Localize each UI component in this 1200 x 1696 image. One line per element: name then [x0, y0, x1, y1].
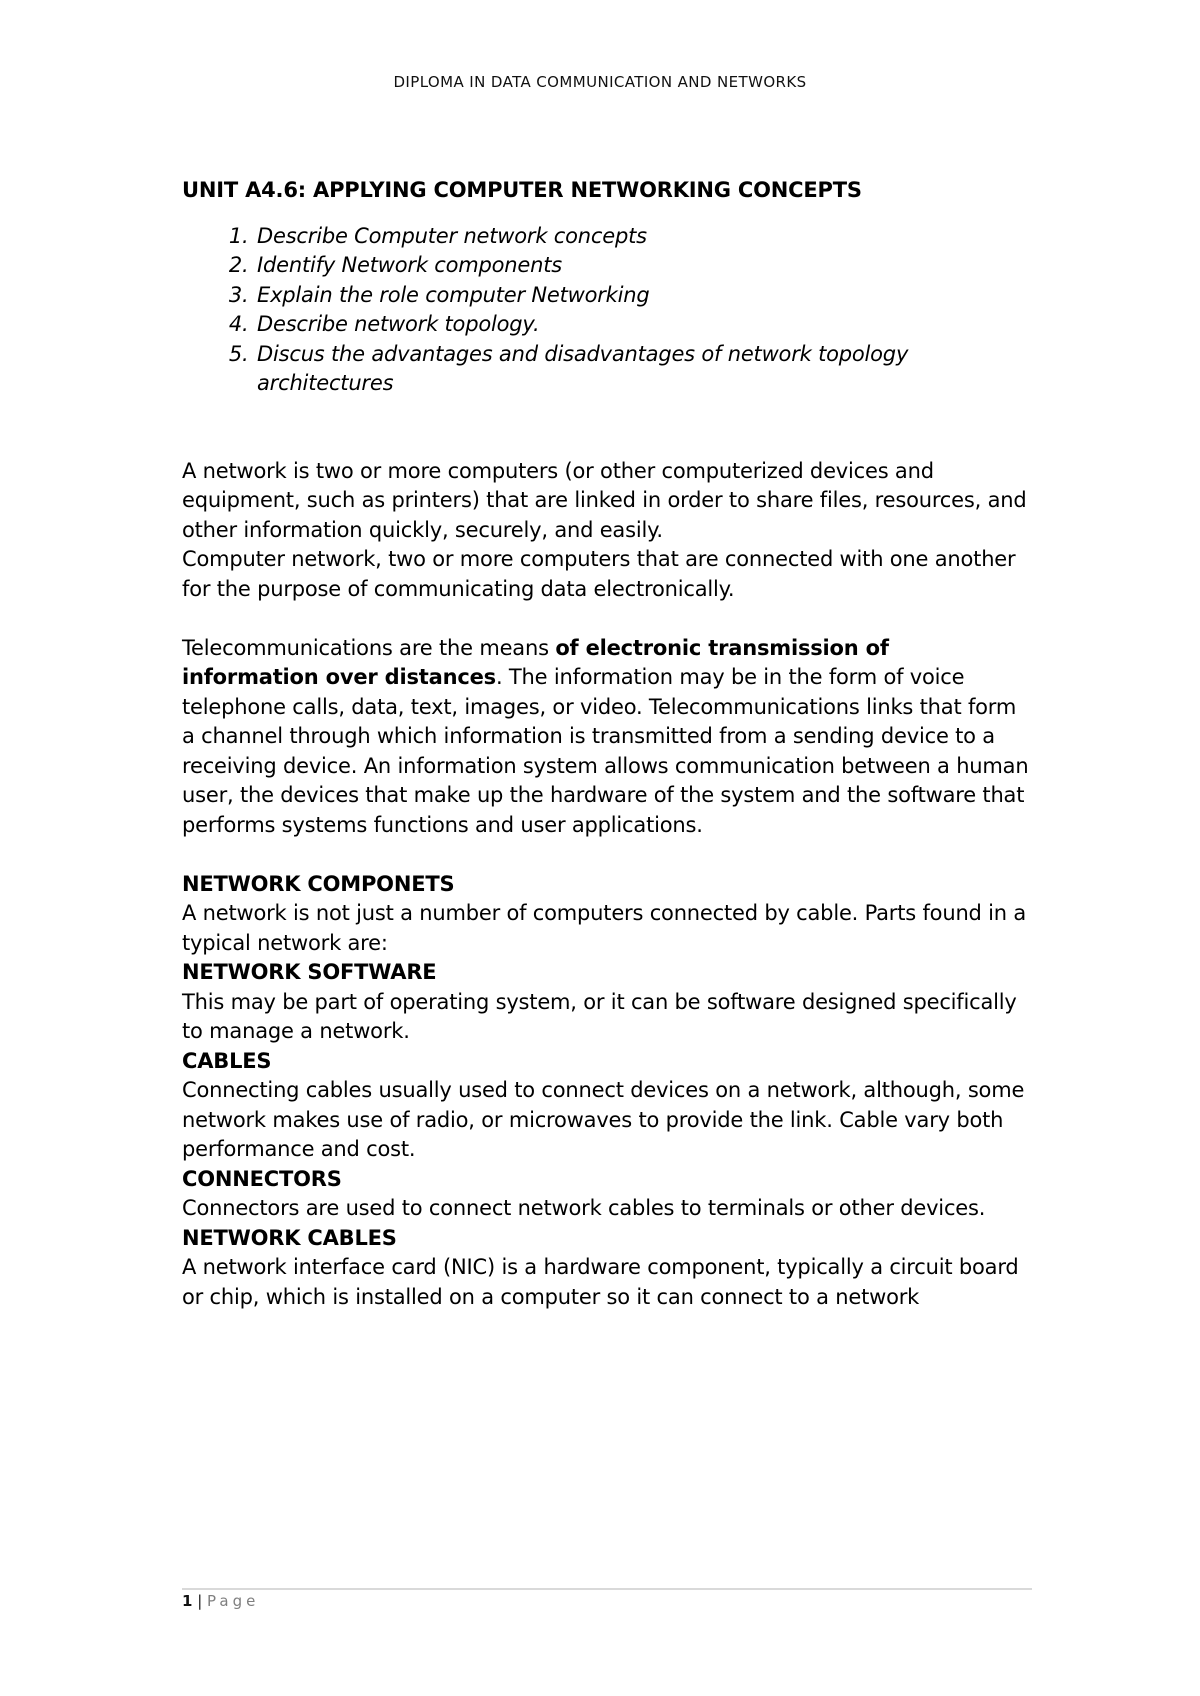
cables-text: Connecting cables usually used to connect devices on a network, although, some network makes use of radio, or microwaves to provide the link. Cable vary both performance and cost. — [182, 1078, 1025, 1161]
page-footer — [182, 1592, 259, 1610]
objective-item: 2. Identify Network components — [255, 251, 1032, 281]
intro-paragraph-2: Computer network, two or more computers that are connected with one another for the purpose of communicating data electronically. — [182, 547, 1016, 601]
objectives-list — [182, 222, 1032, 399]
objective-item: 3. Explain the role computer Networking — [255, 281, 1032, 311]
telecom-paragraph — [182, 634, 1032, 841]
connectors-heading: CONNECTORS — [182, 1166, 342, 1191]
objective-item: 5. Discus the advantages and disadvantages of network topology architectures — [255, 340, 1032, 399]
running-header: DIPLOMA IN DATA COMMUNICATION AND NETWORKS — [393, 73, 807, 91]
spacer — [182, 604, 1032, 634]
page-content — [182, 176, 1032, 1312]
cables-heading: CABLES — [182, 1048, 272, 1073]
page-label: Page — [207, 1592, 260, 1610]
intro-paragraph-1: A network is two or more computers (or other computerized devices and equipment, such as printers) that are linked in order to share files, resources, and other information quickly, securely, and easily. — [182, 458, 1027, 542]
telecom-lead: Telecommunications are the means — [182, 635, 556, 660]
software-heading: NETWORK SOFTWARE — [182, 960, 437, 984]
software-text: This may be part of operating system, or it can be software designed specifically to manage a network. — [182, 989, 1017, 1043]
spacer — [182, 840, 1032, 870]
footer-separator: | — [192, 1592, 208, 1610]
objective-item: 4. Describe network topology. — [255, 310, 1032, 340]
page-number: 1 — [182, 1592, 193, 1610]
objective-item: 1. Describe Computer network concepts — [255, 222, 1032, 252]
connectors-text: Connectors are used to connect network cables to terminals or other devices. — [182, 1196, 986, 1220]
footer-divider — [182, 1588, 1032, 1590]
network-cables-heading: NETWORK CABLES — [182, 1225, 397, 1250]
network-cables-text: A network interface card (NIC) is a hardware component, typically a circuit board or chip, which is installed on a computer so it can connect to a network — [182, 1255, 1019, 1309]
components-text: A network is not just a number of computers connected by cable. Parts found in a typical network are: — [182, 901, 1027, 955]
components-heading: NETWORK COMPONETS — [182, 871, 455, 896]
telecom-rest: . The information may be in the form of voice telephone calls, data, text, images, or video. Telecommunications links that form a channel through which information is transmitted from a sending device to a receiving device. An information system allows communication between a human user, the devices that make up the hardware of the system and the software that performs systems functions and user applications. — [182, 665, 1029, 837]
telecom-emphasis: of electronic transmission of information over distances — [182, 635, 889, 689]
unit-title: UNIT A4.6: APPLYING COMPUTER NETWORKING CONCEPTS — [182, 178, 862, 202]
